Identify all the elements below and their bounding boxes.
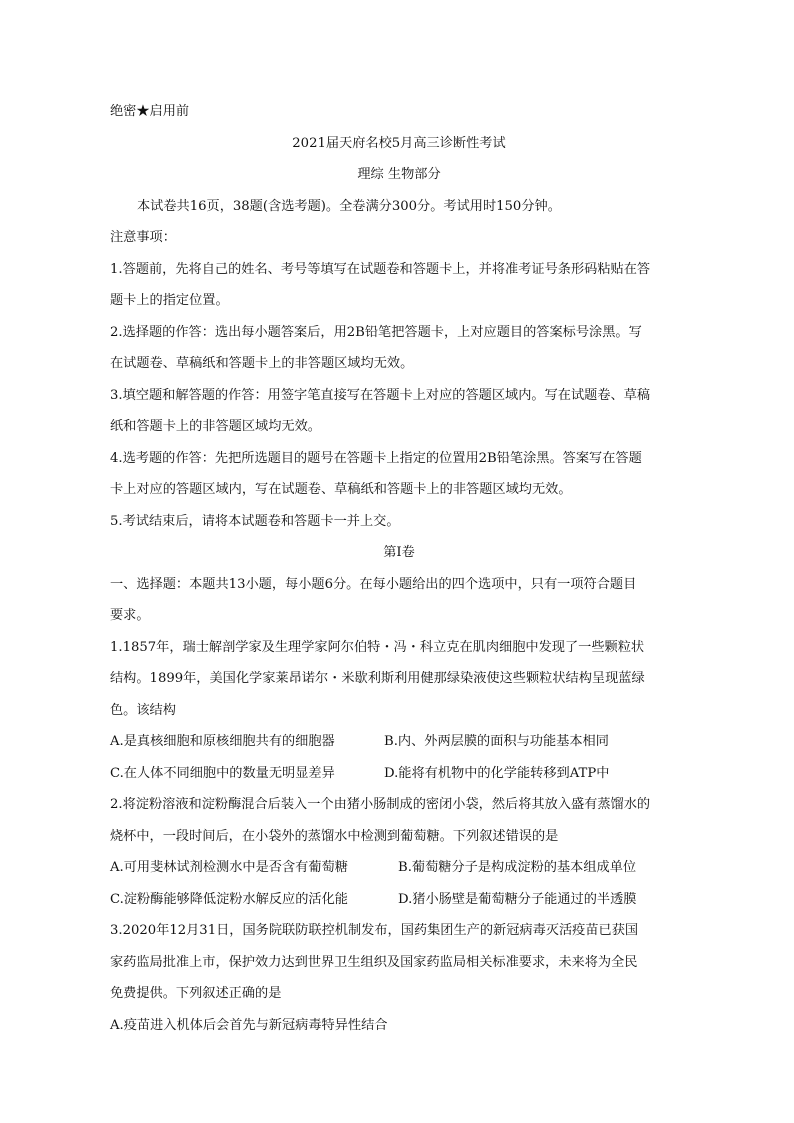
note-line: 1.答题前，先将自己的姓名、考号等填写在试题卷和答题卡上，并将准考证号条形码粘贴在答 xyxy=(110,261,651,277)
secret-label: 绝密★启用前 xyxy=(110,104,190,119)
option-b: B.内、外两层膜的面积与功能基本相同 xyxy=(384,734,609,749)
exam-intro: 本试卷共16页，38题(含选考题)。全卷满分300分。考试用时150分钟。 xyxy=(137,198,561,214)
volume-heading: 第Ⅰ卷 xyxy=(383,545,415,560)
exam-subtitle: 理综 生物部分 xyxy=(357,167,441,182)
question-stem: 结构。1899年，美国化学家莱昂诺尔・米歇利斯利用健那绿染液使这些颗粒状结构呈现蓝绿 xyxy=(110,671,645,686)
option-row xyxy=(110,884,688,916)
question-stem: 3.2020年12月31日，国务院联防联控机制发布，国药集团生产的新冠病毒灭活疫苗已获国 xyxy=(110,923,639,938)
note-line: 5.考试结束后，请将本试题卷和答题卡一并上交。 xyxy=(110,513,400,529)
note-line: 3.填空题和解答题的作答：用签字笔直接写在答题卡上对应的答题区域内。写在试题卷、草稿 xyxy=(110,387,651,403)
section-instruction: 一、选择题：本题共13小题，每小题6分。在每小题给出的四个选项中，只有一项符合题目 xyxy=(110,576,637,592)
exam-page xyxy=(110,96,688,1041)
option-d: D.猪小肠壁是葡萄糖分子能通过的半透膜 xyxy=(398,891,637,907)
question-stem: 烧杯中，一段时间后，在小袋外的蒸馏水中检测到葡萄糖。下列叙述错误的是 xyxy=(110,828,559,844)
question-2 xyxy=(110,789,688,915)
exam-title: 2021届天府名校5月高三诊断性考试 xyxy=(292,135,506,151)
notes-heading: 注意事项： xyxy=(110,230,176,245)
option-b: B.葡萄糖分子是构成淀粉的基本组成单位 xyxy=(398,860,637,875)
question-1 xyxy=(110,632,688,790)
note-line: 纸和答题卡上的非答题区域均无效。 xyxy=(110,419,321,434)
option-a: A.疫苗进入机体后会首先与新冠病毒特异性结合 xyxy=(110,1017,388,1033)
option-row xyxy=(110,758,688,790)
watermark xyxy=(632,758,660,778)
section-instruction: 要求。 xyxy=(110,608,150,623)
question-stem: 1.1857年，瑞士解剖学家及生理学家阿尔伯特・冯・科立克在肌肉细胞中发现了一些颗粒状 xyxy=(110,639,645,655)
note-line: 题卡上的指定位置。 xyxy=(110,293,229,308)
option-a: A.可用斐林试剂检测水中是否含有葡萄糖 xyxy=(110,860,348,875)
question-stem: 色。该结构 xyxy=(110,702,176,718)
notes-list xyxy=(110,254,688,538)
note-line: 在试题卷、草稿纸和答题卡上的非答题区域均无效。 xyxy=(110,356,414,371)
option-row xyxy=(110,852,688,884)
option-row xyxy=(110,726,688,758)
note-line: 4.选考题的作答：先把所选题目的题号在答题卡上指定的位置用2B铅笔涂黑。答案写在答题 xyxy=(110,450,642,466)
question-stem: 免费提供。下列叙述正确的是 xyxy=(110,986,282,1001)
option-a: A.是真核细胞和原核细胞共有的细胞器 xyxy=(110,734,335,749)
option-c: C.淀粉酶能够降低淀粉水解反应的活化能 xyxy=(110,891,348,907)
question-stem: 2.将淀粉溶液和淀粉酶混合后装入一个由猪小肠制成的密闭小袋，然后将其放入盛有蒸馏水的 xyxy=(110,797,651,812)
note-line: 2.选择题的作答：选出每小题答案后，用2B铅笔把答题卡，上对应题目的答案标号涂黑。写 xyxy=(110,324,642,340)
question-stem: 家药监局批准上市，保护效力达到世界卫生组织及国家药监局相关标准要求，未来将为全民 xyxy=(110,954,638,970)
note-line: 卡上对应的答题区域内，写在试题卷、草稿纸和答题卡上的非答题区域均无效。 xyxy=(110,482,572,497)
option-c: C.在人体不同细胞中的数量无明显差异 xyxy=(110,765,335,781)
option-d: D.能将有机物中的化学能转移到ATP中 xyxy=(384,765,610,781)
question-3 xyxy=(110,915,688,1041)
